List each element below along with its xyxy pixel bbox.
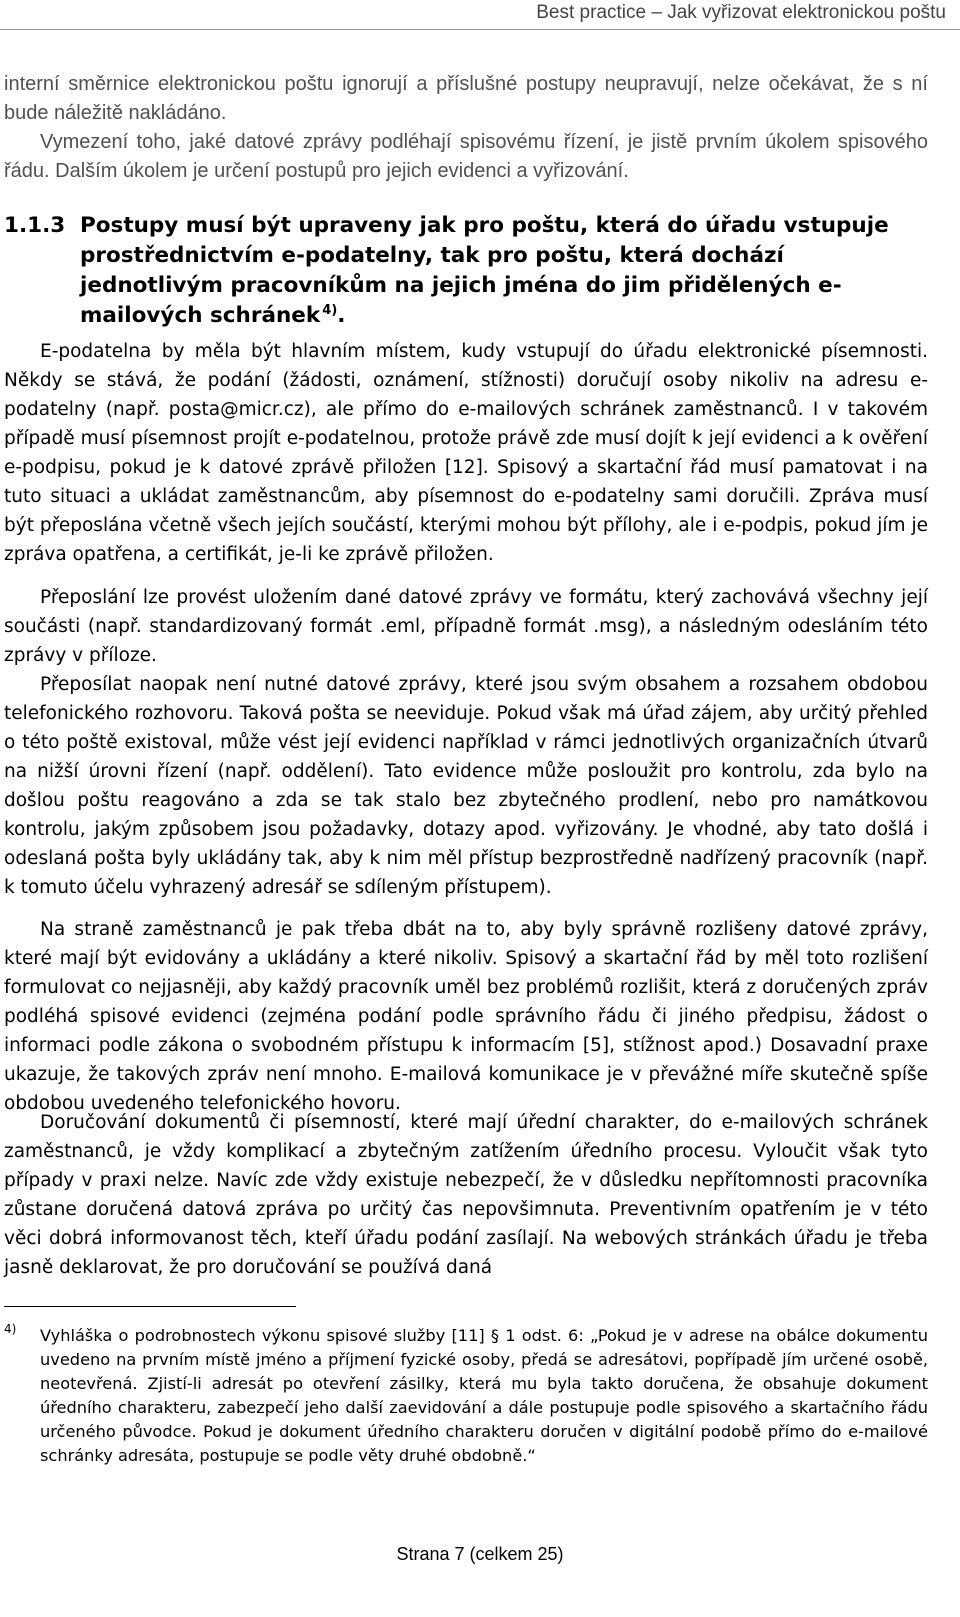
page-number: Strana 7 (celkem 25) (396, 1544, 564, 1564)
section-title-end: . (337, 303, 346, 328)
intro-paragraph-1: interní směrnice elektronickou poštu ignorují a příslušné postupy neupravují, nelze očekávat, že s ní bude náležitě nakládáno. (4, 73, 928, 124)
running-header: Best practice – Jak vyřizovat elektronickou poštu (536, 2, 946, 23)
body-paragraph-1: E-podatelna by měla být hlavním místem, kudy vstupují do úřadu elektronické písemnosti. Někdy se stává, že podání (žádosti, oznámení, stížnosti) doručují osoby nikoliv na adresu e-podatelny (např. posta@micr.cz), ale přímo do e-mailových schránek zaměstnanců. I v takovém případě musí písemnost projít e-podatelnou, protože právě zde musí dojít k její evidenci a k ověření e-podpisu, pokud je k datové zprávě přiložen [12]. Spisový a skartační řád musí pamatovat i na tuto situaci a ukládat zaměstnancům, aby písemnost do e-podatelny sami doručili. Zpráva musí být přeposlána včetně všech jejích součástí, kterými mohou být přílohy, ale i e-podpis, pokud jím je zpráva opatřena, a certifikát, je-li ke zprávě přiložen. (4, 341, 928, 565)
section-title (80, 211, 924, 331)
intro-paragraph-2: Vymezení toho, jaké datové zprávy podléhají spisovému řízení, je jistě prvním úkolem spisového řádu. Dalším úkolem je určení postupů pro jejich evidenci a vyřizování. (4, 131, 928, 182)
footnote-text: Vyhláška o podrobnostech výkonu spisové služby [11] § 1 odst. 6: „Pokud je v adrese na obálce dokumentu uvedeno na prvním místě jméno a příjmení fyzické osoby, předá se adresátovi, popřípadě jím určené osobě, neotevřená. Zjistí-li adresát po otevření zásilky, která mu byla takto doručena, že obsahuje dokument úředního charakteru, zabezpečí jeho další zaevidování a dále postupuje podle spisového a skartačního řádu určeného původce. Pokud je dokument úředního charakteru doručen v digitální podobě přímo do e-mailové schránky adresáta, postupuje se podle věty druhé obdobně.“ (40, 1326, 928, 1465)
body-paragraph-3: Přeposílat naopak není nutné datové zprávy, které jsou svým obsahem a rozsahem obdobou telefonického rozhovoru. Taková pošta se neeviduje. Pokud však má úřad zájem, aby určitý přehled o této poště existoval, může vést její evidenci například v rámci jednotlivých organizačních útvarů na nižší úrovni řízení (např. oddělení). Tato evidence může posloužit pro kontrolu, zda bylo na došlou poštu reagováno a zda se tak stalo bez zbytečného prodlení, nebo pro namátkovou kontrolu, jakým způsobem jsou požadavky, dotazy apod. vyřizovány. Je vhodné, aby tato došlá i odeslaná pošta byly ukládány tak, aby k nim měl přístup bezprostředně nadřízený pracovník (např. k tomuto účelu vyhrazený adresář se sdíleným přístupem). (4, 674, 928, 898)
body-paragraph-4: Na straně zaměstnanců je pak třeba dbát na to, aby byly správně rozlišeny datové zprávy, které mají být evidovány a ukládány a které nikoliv. Spisový a skartační řád by měl toto rozlišení formulovat co nejjasněji, aby každý pracovník uměl bez problémů rozlišit, která z doručených zpráv podléhá spisové evidenci (zejména podání podle správního řádu či jiného předpisu, žádost o informaci podle zákona o svobodném přístupu k informacím [5], stížnost apod.) Dosavadní praxe ukazuje, že takových zpráv není mnoho. E-mailová komunikace je v převážné míře skutečně spíše obdobou uvedeného telefonického hovoru. (4, 919, 928, 1114)
section-title-text: Postupy musí být upraveny jak pro poštu, která do úřadu vstupuje prostřednictvím e-podatelny, tak pro poštu, která dochází jednotlivým pracovníkům na jejich jména do jim přidělených e-mailových schránek (80, 213, 889, 328)
body-paragraph-2: Přeposlání lze provést uložením dané datové zprávy ve formátu, který zachovává všechny její součásti (např. standardizovaný formát .eml, případně formát .msg), a následným odesláním této zprávy v příloze. (4, 587, 928, 666)
header-rule (0, 29, 960, 30)
footnote-reference[interactable]: 4) (322, 302, 338, 318)
footnote-separator (4, 1306, 296, 1307)
section-number: 1.1.3 (4, 213, 66, 238)
body-paragraph-5: Doručování dokumentů či písemností, které mají úřední charakter, do e-mailových schránek zaměstnanců, je vždy komplikací a zbytečným zatížením úředního procesu. Vyloučit však tyto případy v praxi nelze. Navíc zde vždy existuje nebezpečí, že v důsledku nepřítomnosti pracovníka zůstane doručená datová zpráva po určitý čas nepovšimnuta. Preventivním opatřením je v této věci dobrá informovanost těch, kteří úřadu podání zasílají. Na webových stránkách úřadu je třeba jasně deklarovat, že pro doručování se používá daná (4, 1112, 928, 1278)
footnote-mark: 4) (4, 1322, 17, 1336)
